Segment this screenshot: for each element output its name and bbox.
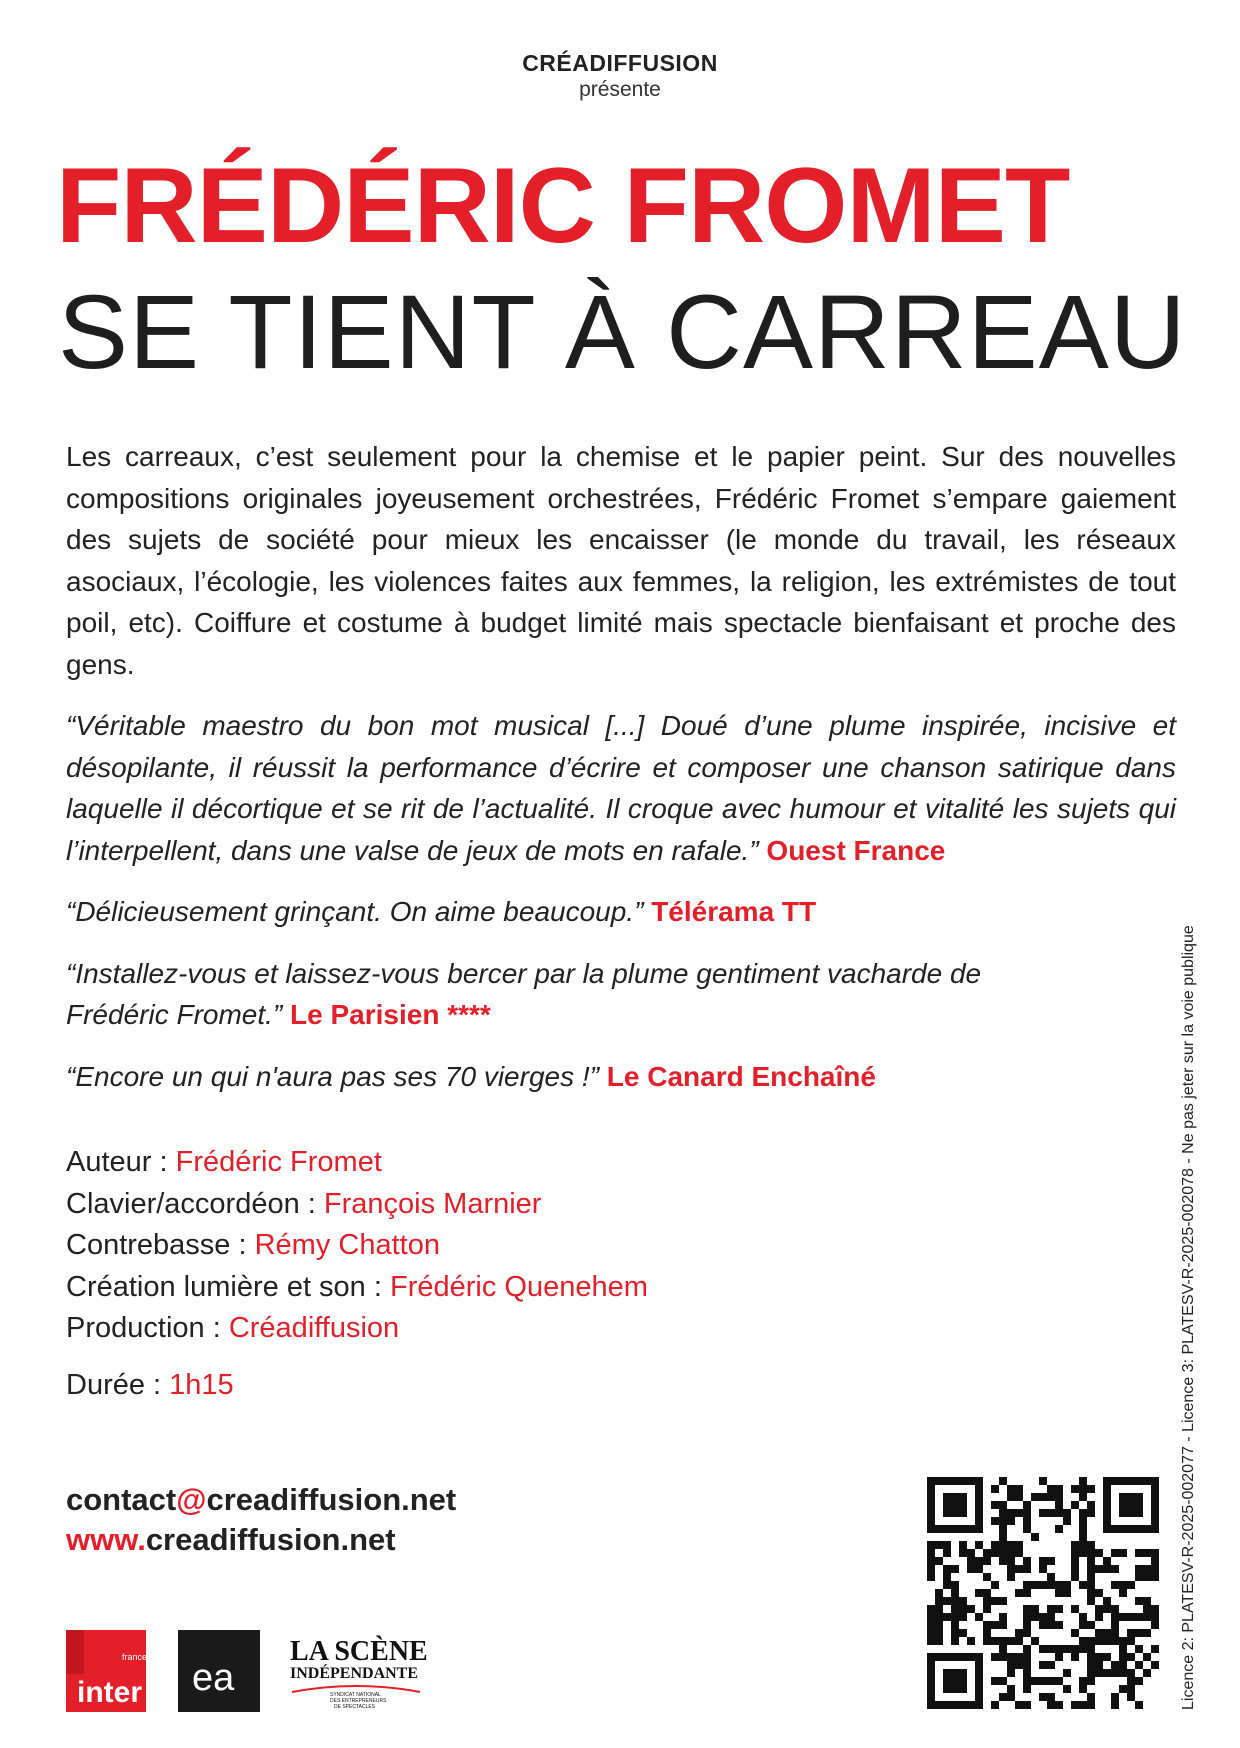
- ea-logo: [178, 1630, 260, 1712]
- credit-row: [66, 1308, 648, 1350]
- credit-label: Production :: [66, 1312, 229, 1344]
- press-quote: [66, 953, 1026, 1036]
- svg-text:inter: inter: [77, 1676, 143, 1709]
- quote-text: “Encore un qui n'aura pas ses 70 vierges !”: [66, 1060, 599, 1092]
- partner-logos: [66, 1622, 446, 1712]
- credit-value: Rémy Chatton: [254, 1229, 440, 1261]
- press-quote: [66, 891, 1176, 933]
- qr-code[interactable]: [927, 1477, 1159, 1709]
- legal-notice: Licence 2: PLATESV-R-2025-002077 - Licence 3: PLATESV-R-2025-002078 - Ne pas jeter sur la voie publique: [1180, 925, 1197, 1710]
- credit-label: Clavier/accordéon :: [66, 1187, 324, 1220]
- svg-text:INDÉPENDANTE: INDÉPENDANTE: [290, 1665, 419, 1682]
- credit-label: Auteur :: [66, 1146, 176, 1178]
- credit-row: [66, 1267, 648, 1309]
- quote-text: “Délicieusement grinçant. On aime beaucoup.”: [66, 896, 644, 927]
- quote-source: Le Parisien ****: [290, 999, 491, 1030]
- credit-value: François Marnier: [323, 1187, 542, 1220]
- quote-source: Ouest France: [766, 834, 946, 866]
- svg-text:DES ENTREPRENEURS: DES ENTREPRENEURS: [330, 1698, 387, 1704]
- show-title: SE TIENT À CARREAU: [58, 274, 1187, 391]
- credits-list: [66, 1142, 648, 1350]
- duration-label: Durée :: [66, 1369, 170, 1401]
- body-block: [66, 436, 1176, 1097]
- press-quote: [66, 705, 1176, 871]
- credit-value: Frédéric Quenehem: [389, 1270, 648, 1303]
- credit-row: [66, 1142, 648, 1184]
- website-link[interactable]: www.creadiffusion.net: [66, 1522, 396, 1557]
- presents-label: présente: [579, 78, 661, 101]
- contact-block: [66, 1480, 456, 1560]
- svg-text:LA SCÈNE: LA SCÈNE: [290, 1636, 428, 1667]
- quote-source: Le Canard Enchaîné: [606, 1060, 876, 1092]
- credit-label: Contrebasse :: [66, 1229, 255, 1261]
- press-quote: [66, 1056, 1176, 1098]
- svg-text:ea: ea: [192, 1657, 235, 1699]
- quote-text: “Véritable maestro du bon mot musical [...] Doué d’une plume inspirée, incisive et désopilante, il réussit la performance d’écrire et composer une chanson satirique dans laquelle il décortique et se rit de l’actualité. Il croque avec humour et vitalité les sujets qui l’interpellent, dans une valse de jeux de mots en rafale.”: [66, 710, 1176, 866]
- artist-title: FRÉDÉRIC FROMET: [56, 145, 1070, 265]
- france-inter-logo: [66, 1630, 147, 1712]
- svg-text:france: france: [122, 1652, 148, 1662]
- credit-row: [66, 1184, 648, 1226]
- la-scene-independante-logo: [290, 1636, 428, 1710]
- presenter-name: CRÉADIFFUSION: [522, 50, 718, 76]
- svg-text:SYNDICAT NATIONAL: SYNDICAT NATIONAL: [330, 1692, 381, 1698]
- svg-text:DE SPECTACLES: DE SPECTACLES: [334, 1704, 376, 1710]
- duration-value: 1h15: [169, 1369, 234, 1401]
- description: Les carreaux, c’est seulement pour la chemise et le papier peint. Sur des nouvelles compositions originales joyeusement orchestrées, Frédéric Fromet s’empare gaiement des sujets de société pour mieux les encaisser (le monde du travail, les réseaux asociaux, l’écologie, les violences faites aux femmes, la religion, les extrémistes de tout poil, etc). Coiffure et costume à budget limité mais spectacle bienfaisant et proche des gens.: [66, 441, 1176, 680]
- credit-label: Création lumière et son :: [66, 1270, 390, 1303]
- email-link[interactable]: contact@creadiffusion.net: [66, 1482, 457, 1517]
- quote-source: Télérama TT: [651, 896, 817, 927]
- credit-value: Créadiffusion: [228, 1312, 400, 1344]
- quote-text: “Installez-vous et laissez-vous bercer par la plume gentiment vacharde de Frédéric Fromet.”: [66, 957, 982, 1030]
- credit-row: [66, 1225, 648, 1267]
- duration: [66, 1369, 234, 1402]
- presenter-block: [0, 50, 1240, 102]
- credit-value: Frédéric Fromet: [175, 1146, 382, 1178]
